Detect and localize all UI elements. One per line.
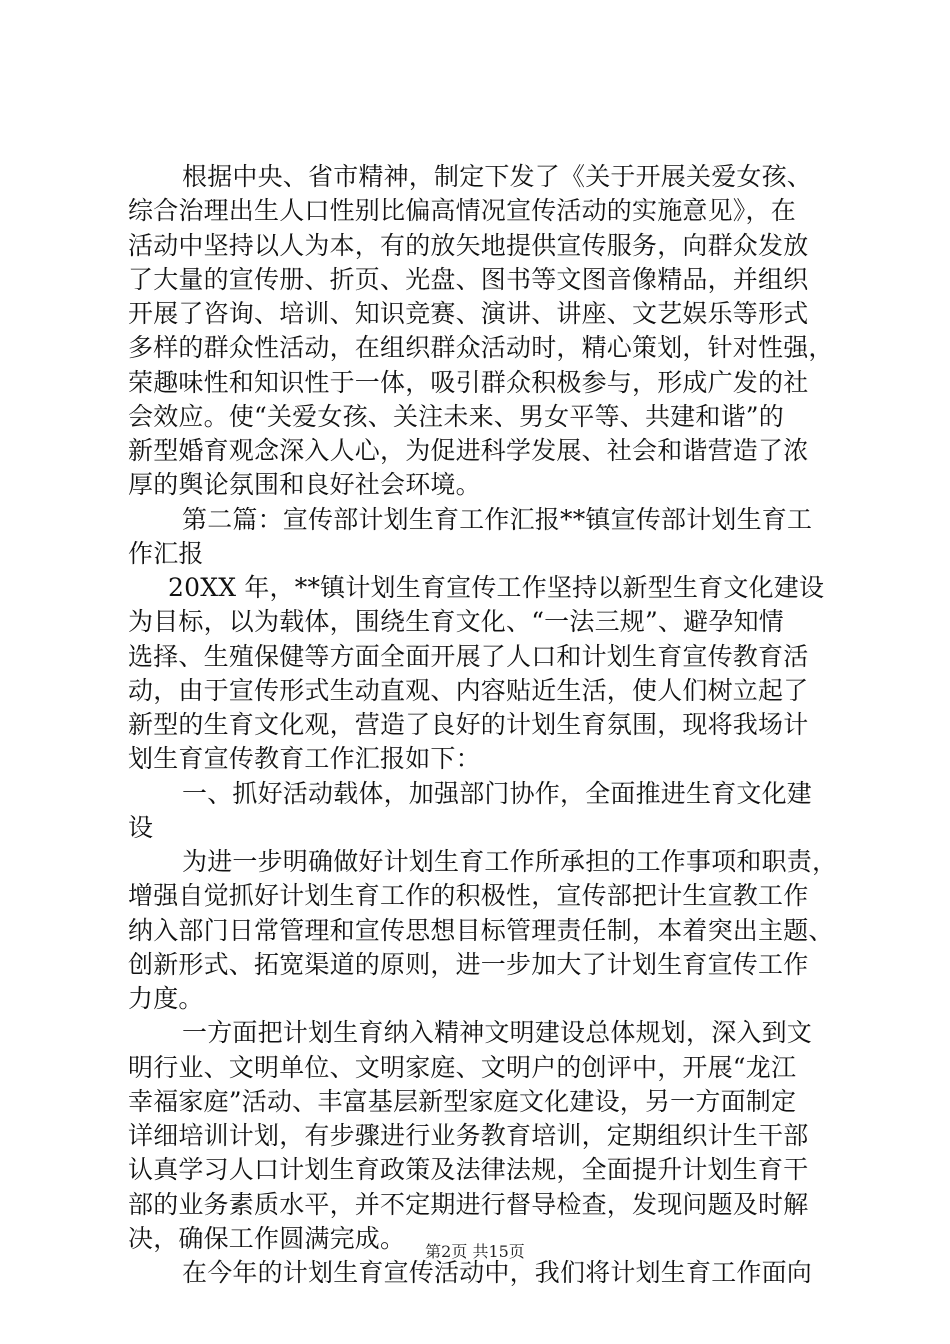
paragraph-line: 荣趣味性和知识性于一体，吸引群众积极参与，形成广发的社 [128, 367, 809, 397]
paragraph-line: 增强自觉抓好计划生育工作的积极性，宣传部把计生宣教工作 [128, 881, 809, 911]
paragraph-line: 详细培训计划，有步骤进行业务教育培训，定期组织计生干部 [128, 1121, 809, 1150]
paragraph-line: 决，确保工作圆满完成。 [128, 1223, 406, 1253]
paragraph-line: 选择、生殖保健等方面全面开展了人口和计划生育宣传教育活 [128, 641, 809, 671]
page-number-footer: 第2页 共15页 [425, 1242, 525, 1261]
paragraph-line: 综合治理出生人口性别比偏高情况宣传活动的实施意见》，在 [128, 196, 796, 226]
document-body [128, 160, 838, 1290]
paragraph-line: 纳入部门日常管理和宣传思想目标管理责任制，本着突出主题、 [128, 915, 834, 945]
paragraph-line: 根据中央、省市精神，制定下发了《关于开展关爱女孩、 [182, 162, 813, 191]
paragraph-line: 厚的舆论氛围和良好社会环境。 [128, 470, 481, 500]
paragraph-line: 为目标，以为载体，围绕生育文化、“一法三规”、避孕知情 [128, 607, 784, 637]
paragraph-line: 会效应。使“关爱女孩、关注未来、男女平等、共建和谐”的 [128, 401, 784, 431]
subheading-line: 一、抓好活动载体，加强部门协作，全面推进生育文化建 [182, 778, 813, 808]
paragraph-line: 部的业务素质水平，并不定期进行督导检查，发现问题及时解 [128, 1189, 809, 1219]
paragraph-line: 活动中坚持以人为本，有的放矢地提供宣传服务，向群众发放 [128, 230, 809, 260]
paragraph-line: 新型婚育观念深入人心，为促进科学发展、社会和谐营造了浓 [128, 436, 809, 465]
paragraph-line: 多样的群众性活动，在组织群众活动时，精心策划，针对性强， [128, 333, 834, 363]
paragraph-line: 开展了咨询、培训、知识竞赛、演讲、讲座、文艺娱乐等形式 [128, 299, 809, 328]
paragraph-line: 创新形式、拓宽渠道的原则，进一步加大了计划生育宣传工作 [128, 949, 809, 979]
paragraph-line: 为进一步明确做好计划生育工作所承担的工作事项和职责， [182, 847, 838, 876]
paragraph-line: 力度。 [128, 984, 204, 1013]
paragraph-line: 幸福家庭”活动、丰富基层新型家庭文化建设，另一方面制定 [128, 1086, 797, 1116]
paragraph-line: 动，由于宣传形式生动直观、内容贴近生活，使人们树立起了 [128, 675, 809, 705]
paragraph-line: 20XX 年，**镇计划生育宣传工作坚持以新型生育文化建设 [168, 573, 825, 602]
paragraph-line: 一方面把计划生育纳入精神文明建设总体规划，深入到文 [182, 1018, 813, 1048]
paragraph-line: 新型的生育文化观，营造了良好的计划生育氛围，现将我场计 [128, 710, 809, 739]
subheading-line: 设 [128, 812, 154, 842]
paragraph-line: 在今年的计划生育宣传活动中，我们将计划生育工作面向 [182, 1258, 813, 1287]
paragraph-line: 明行业、文明单位、文明家庭、文明户的创评中，开展“龙江 [128, 1052, 797, 1082]
paragraph-line: 划生育宣传教育工作汇报如下： [128, 744, 481, 774]
section-heading-line: 作汇报 [128, 538, 204, 568]
paragraph-line: 认真学习人口计划生育政策及法律法规，全面提升计划生育干 [128, 1155, 809, 1185]
section-heading-line: 第二篇：宣传部计划生育工作汇报**镇宣传部计划生育工 [182, 504, 813, 534]
paragraph-line: 了大量的宣传册、折页、光盘、图书等文图音像精品，并组织 [128, 264, 809, 294]
